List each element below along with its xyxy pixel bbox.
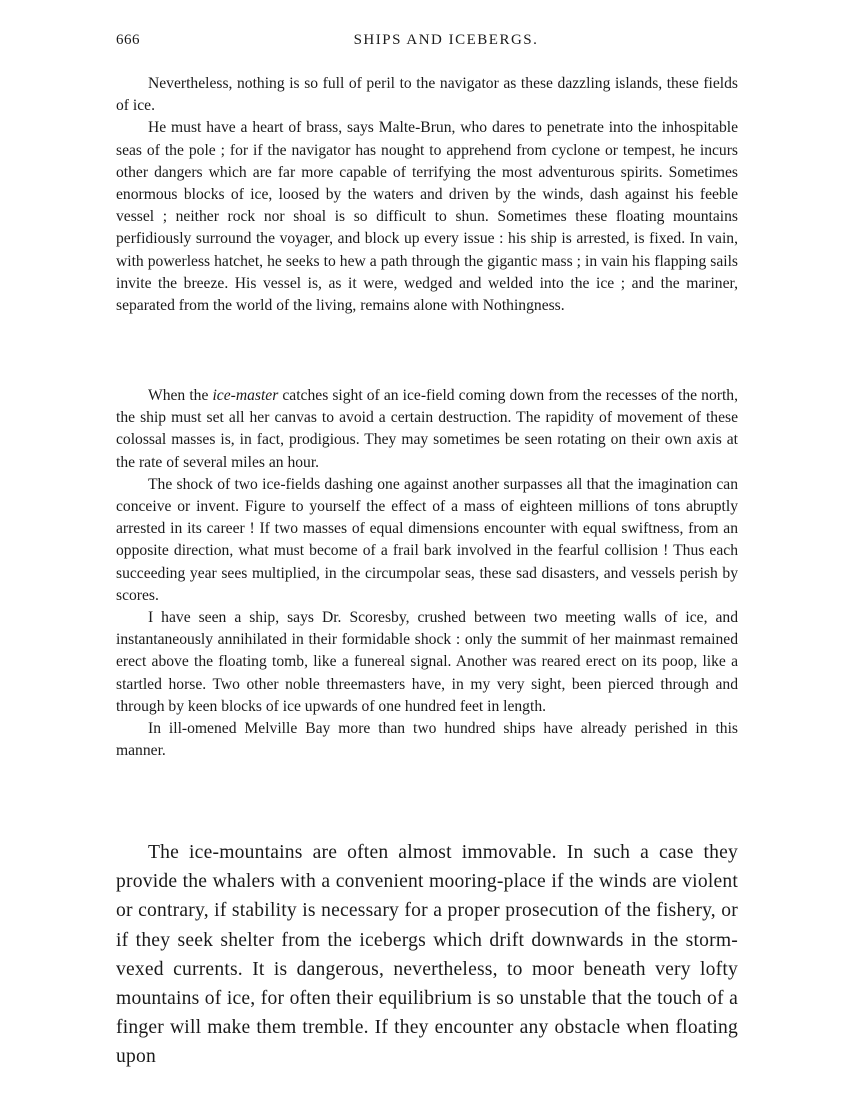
- quoted-passage-scoresby: [116, 385, 738, 762]
- text-run: catches sight of an ice-field coming down from the recesses of the north, the ship must set all her canvas to avoid a certain destruction. The rapidity of movement of these colossal masses is, in fact, prodigious. They may sometimes be seen rotating on their own axis at the rate of several miles an hour.: [116, 387, 738, 471]
- page-number: 666: [116, 32, 140, 48]
- paragraph: The shock of two ice-fields dashing one against another surpasses all that the imagination can conceive or invent. Figure to yourself the effect of a mass of eighteen millions of tons abruptly arrested in its career ! If two masses of equal dimensions encounter with equal swiftness, from an opposite direction, what must become of a frail bark involved in the fearful collision ! Thus each succeeding year sees multiplied, in the circumpolar seas, these sad disasters, and vessels perish by scores.: [116, 475, 738, 604]
- paragraph: I have seen a ship, says Dr. Scoresby, crushed between two meeting walls of ice, and instantaneously annihilated in their formidable shock : only the summit of her mainmast remained erect above the floating tomb, like a funereal signal. Another was reared erect on its poop, like a startled horse. Two other noble threemasters have, in my very sight, been pierced through and through by keen blocks of ice upwards of one hundred feet in length.: [116, 609, 738, 715]
- text-run: When the: [148, 387, 213, 404]
- paragraph: The ice-mountains are often almost immovable. In such a case they provide the whalers with a convenient mooring-place if the winds are violent or contrary, if stability is necessary for a proper prosecution of the fishery, or if they seek shelter from the icebergs which drift downwards in the storm-vexed currents. It is dangerous, nevertheless, to moor beneath very lofty mountains of ice, for often their equilibrium is so unstable that the touch of a finger will make them tremble. If they encounter any obstacle when floating upon: [116, 842, 738, 1068]
- paragraph: He must have a heart of brass, says Malte-Brun, who dares to penetrate into the inhospitable seas of the pole ; for if the navigator has nought to apprehend from cyclone or tempest, he incurs other dangers which are far more capable of terrifying the most adventurous spirits. Sometimes enormous blocks of ice, loosed by the waters and driven by the winds, dash against his feeble vessel ; neither rock nor shoal is so difficult to shun. Sometimes these floating mountains perfidiously surround the voyager, and block up every issue : his ship is arrested, is fixed. In vain, with powerless hatchet, he seeks to hew a path through the gigantic mass ; in vain his flapping sails invite the breeze. His vessel is, as it were, wedged and welded into the ice ; and the mariner, separated from the world of the living, remains alone with Nothingness.: [116, 119, 738, 315]
- italic-term: ice-master: [212, 387, 279, 404]
- paragraph: [116, 385, 738, 474]
- paragraph: Nevertheless, nothing is so full of peril to the navigator as these dazzling islands, these fields of ice.: [116, 75, 738, 115]
- running-header: [116, 32, 736, 54]
- quoted-passage-malte-brun: [116, 73, 738, 317]
- paragraph: In ill-omened Melville Bay more than two hundred ships have already perished in this manner.: [116, 720, 738, 760]
- running-title: SHIPS AND ICEBERGS.: [353, 32, 539, 48]
- main-text: [116, 838, 738, 1072]
